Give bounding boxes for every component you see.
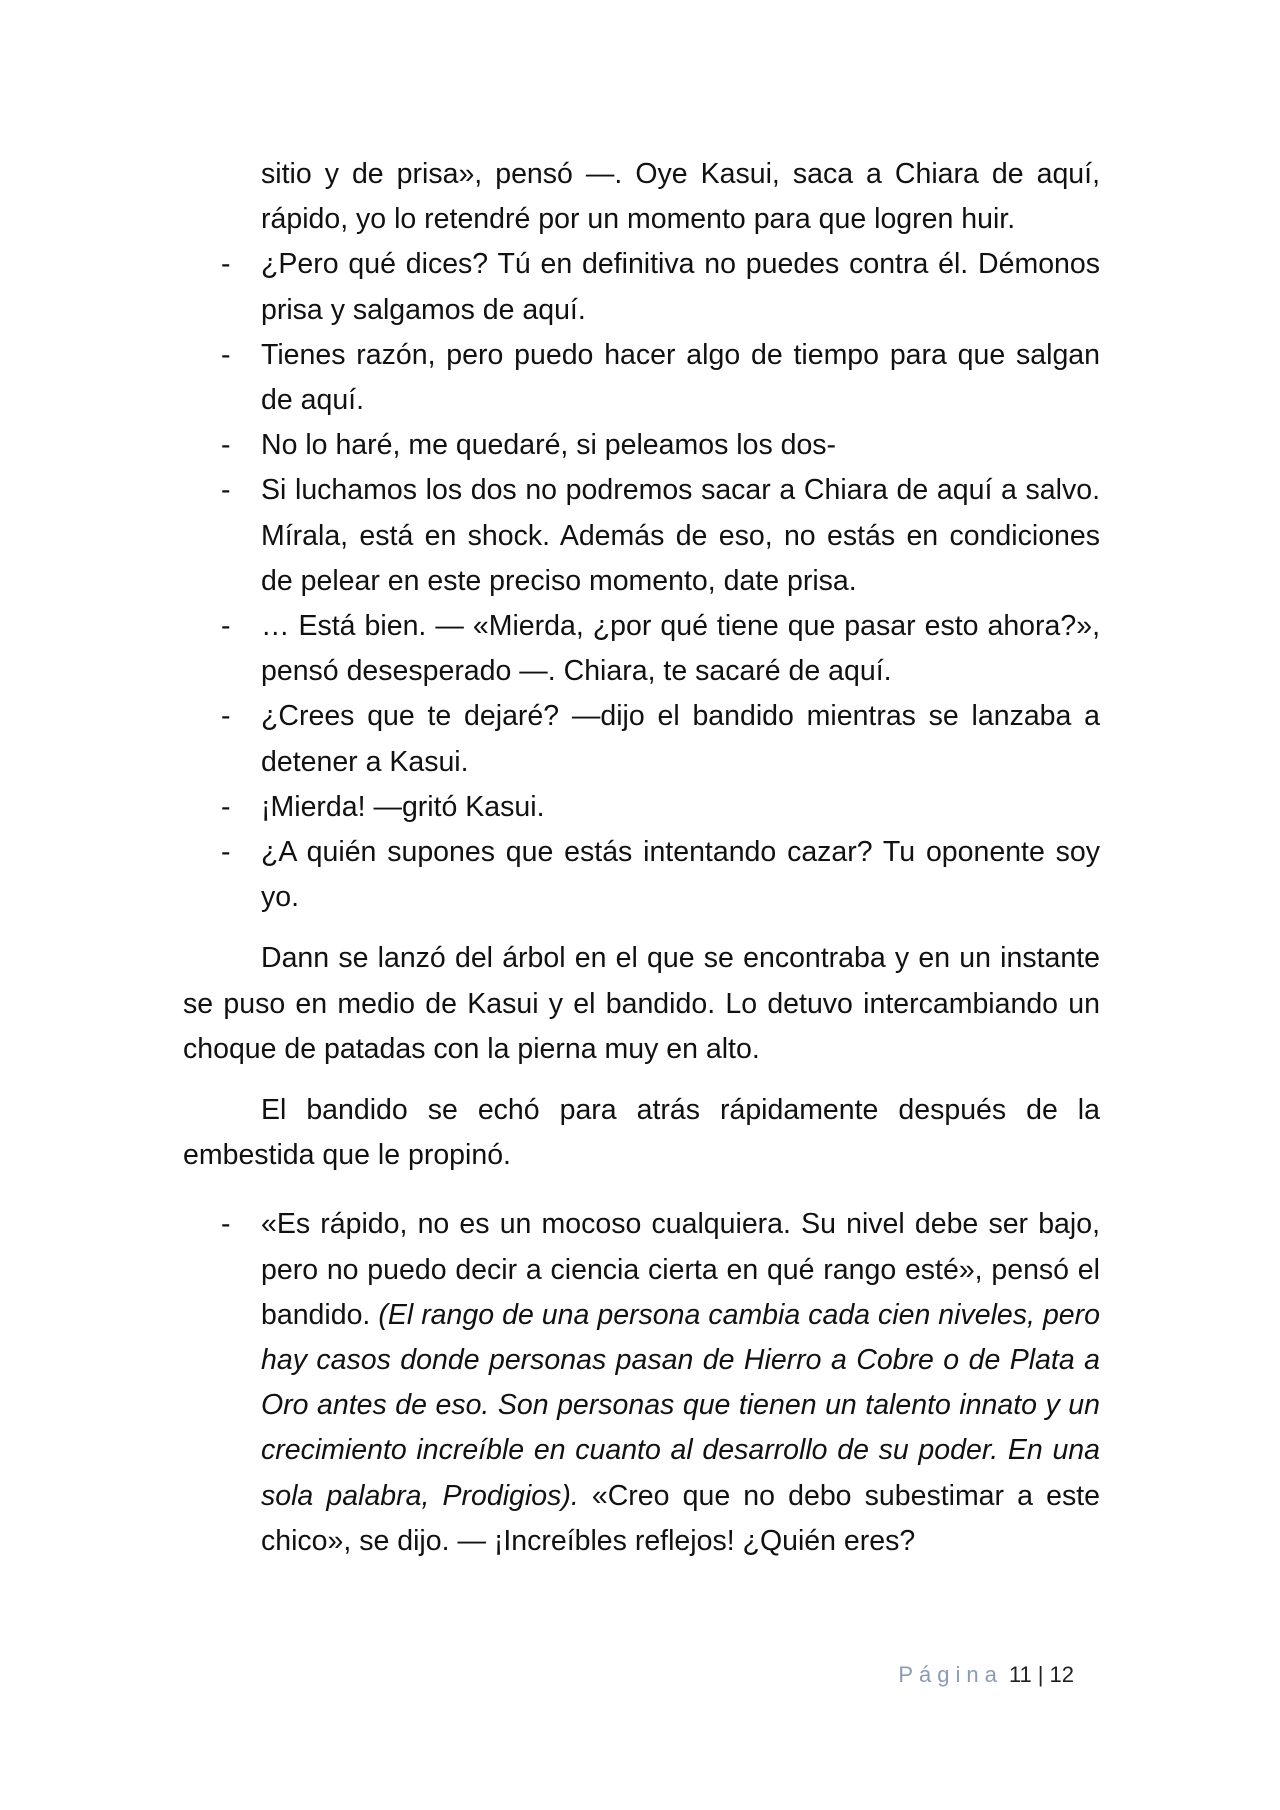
dialogue-line-5 (183, 604, 1100, 694)
dialogue-line-2 (183, 333, 1100, 423)
footer-total-pages: 12 (1049, 1662, 1074, 1687)
dialogue-line-8 (183, 830, 1100, 920)
dialogue-dash: - (221, 1208, 231, 1241)
page-footer (898, 1662, 1074, 1688)
dialogue-italic-aside: (El rango de una persona cambia cada cien niveles, pero hay casos donde personas pasan de Hierro a Cobre o de Plata a Oro antes de eso. Son personas que tienen un talento innato y un crecimiento increíble en cuanto al desarrollo de su poder. En una sola palabra, Prodigios). (261, 1298, 1100, 1512)
dialogue-line-6 (183, 694, 1100, 784)
dialogue-dash: - (221, 790, 231, 823)
dialogue-text: ¿A quién supones que estás intentando cazar? Tu oponente soy yo. (261, 836, 1100, 914)
narrative-paragraph-1: Dann se lanzó del árbol en el que se encontraba y en un instante se puso en medio de Kasui y el bandido. Lo detuvo intercambiando un choque de patadas con la pierna muy en alto. (183, 942, 1100, 1065)
dialogue-line-7 (183, 785, 1100, 830)
dialogue-text: Si luchamos los dos no podremos sacar a Chiara de aquí a salvo. Mírala, está en shock. Además de eso, no estás en condiciones de pelear en este preciso momento, date prisa. (261, 474, 1100, 597)
continuation-text: sitio y de prisa», pensó —. Oye Kasui, saca a Chiara de aquí, rápido, yo lo retendré por un momento para que logren huir. (261, 158, 1100, 236)
dialogue-dash: - (221, 429, 231, 462)
dialogue-text-after: «Creo que no debo subestimar a este chico», se dijo. — ¡Increíbles reflejos! ¿Quién eres? (261, 1479, 1100, 1557)
dialogue-dash: - (221, 700, 231, 733)
footer-page-word: Página (898, 1662, 1003, 1687)
dialogue-line-3 (183, 423, 1100, 468)
dialogue-dash: - (221, 248, 231, 281)
dialogue-line-1 (183, 242, 1100, 332)
narrative-paragraph-2: El bandido se echó para atrás rápidamente después de la embestida que le propinó. (183, 1094, 1100, 1172)
footer-separator: | (1037, 1662, 1044, 1687)
dialogue-text: No lo haré, me quedaré, si peleamos los dos- (261, 429, 837, 462)
dialogue-text: ¡Mierda! —gritó Kasui. (261, 790, 545, 823)
dialogue-dash: - (221, 338, 231, 371)
dialogue-line-4 (183, 468, 1100, 604)
dialogue-text-before: «Es rápido, no es un mocoso cualquiera. Su nivel debe ser bajo, pero no puedo decir a ciencia cierta en qué rango esté», pensó el bandido. (261, 1208, 1100, 1331)
dialogue-line-9 (183, 1202, 1100, 1564)
footer-page-number: 11 (1008, 1662, 1032, 1687)
dialogue-text: Tienes razón, pero puedo hacer algo de tiempo para que salgan de aquí. (261, 338, 1100, 417)
dialogue-text: ¿Pero qué dices? Tú en definitiva no puedes contra él. Démonos prisa y salgamos de aquí. (261, 248, 1100, 326)
dialogue-text: … Está bien. — «Mierda, ¿por qué tiene que pasar esto ahora?», pensó desesperado —. Chiara, te sacaré de aquí. (261, 610, 1100, 688)
dialogue-dash: - (221, 610, 231, 643)
dialogue-dash: - (221, 474, 231, 507)
page-body (183, 152, 1100, 1564)
final-dialogue-list (183, 1202, 1100, 1564)
dialogue-text: ¿Crees que te dejaré? —dijo el bandido mientras se lanzaba a detener a Kasui. (261, 700, 1100, 778)
dialogue-dash: - (221, 836, 231, 869)
dialogue-list (183, 242, 1100, 920)
